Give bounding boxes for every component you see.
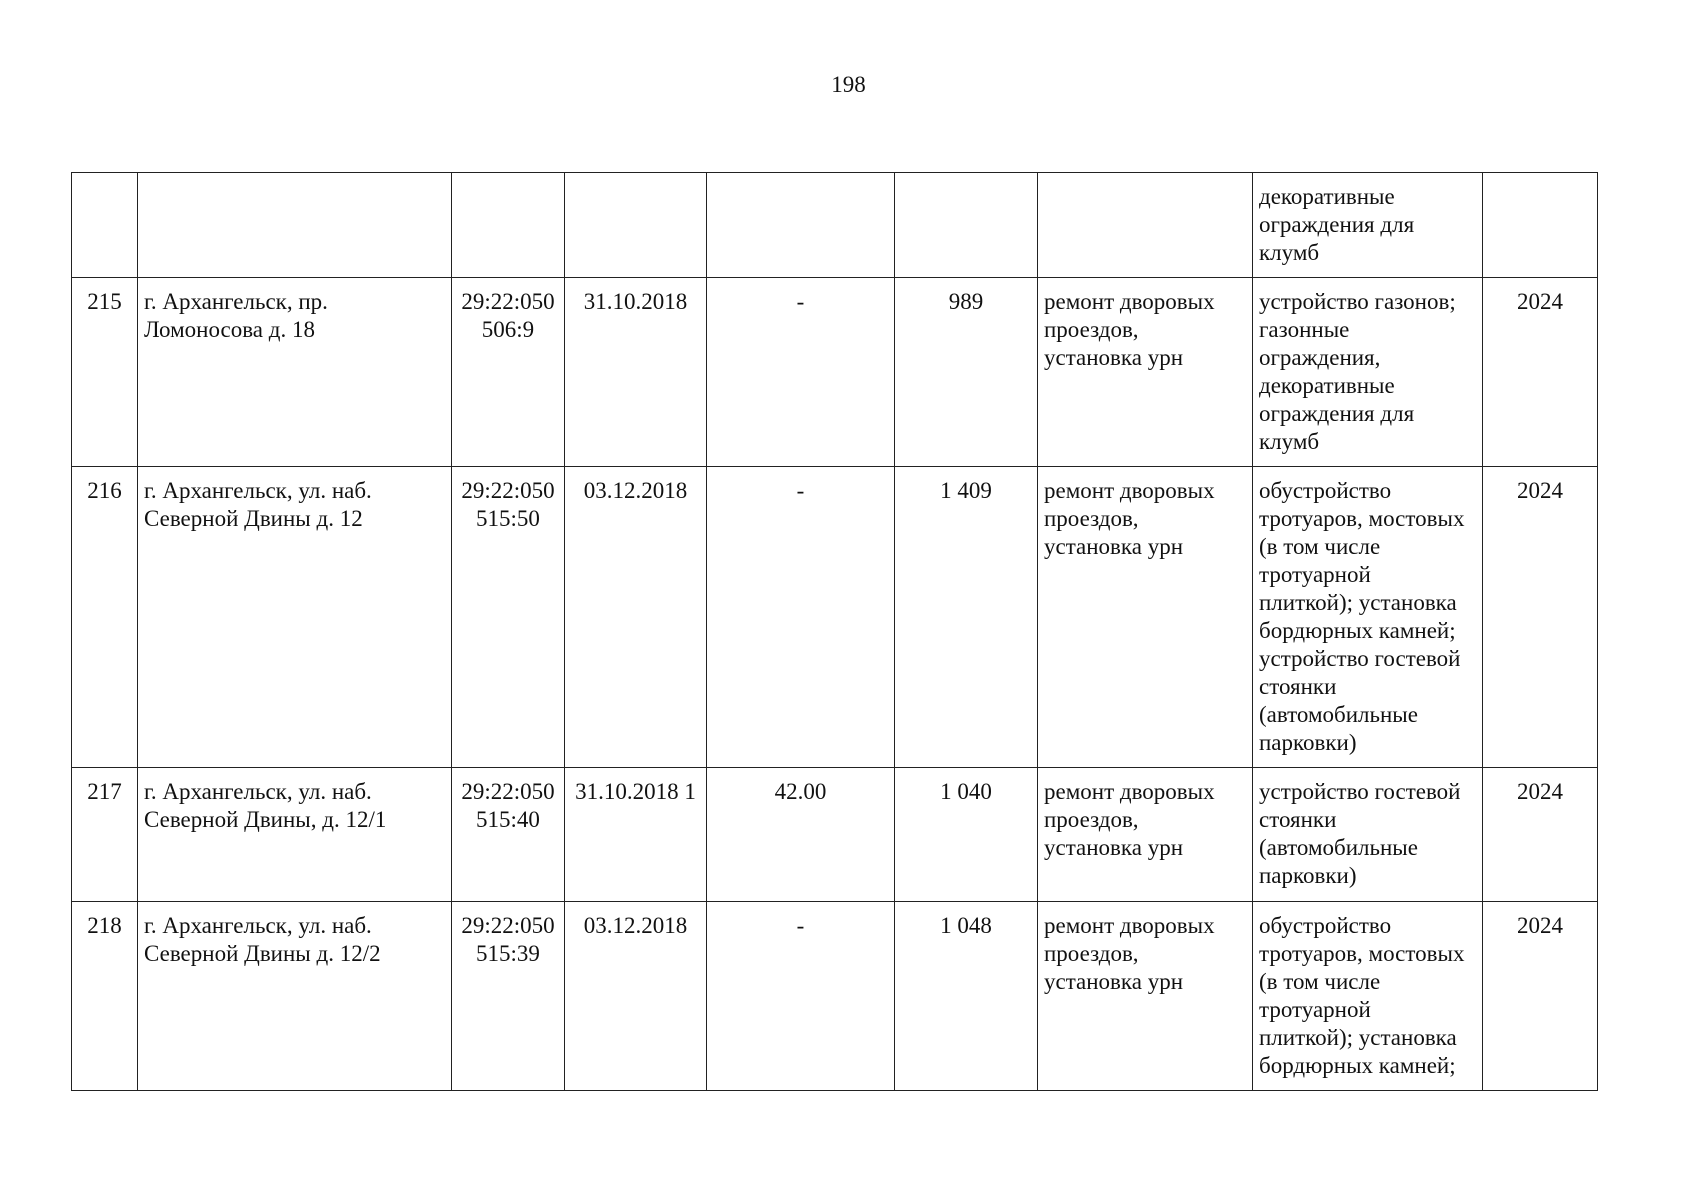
area-cell: - [707,902,895,1091]
additional-works-line: устройство газонов; [1259,289,1456,314]
area-cell: - [707,467,895,768]
date-cell: 31.10.2018 [565,278,707,467]
table-row [72,173,1598,278]
area-cell: - [707,278,895,467]
year-cell: 2024 [1483,768,1598,902]
table-row [72,768,1598,902]
cadastral-line: 506:9 [481,317,535,342]
minimal-works-cell [1038,173,1253,278]
cadastral-cell [452,278,565,467]
minimal-works-line: установка урн [1044,835,1184,860]
minimal-works-line: ремонт дворовых [1044,779,1215,804]
additional-works-line: бордюрных камней; [1259,618,1456,643]
additional-works-line: плиткой); установка [1259,590,1457,615]
additional-works-cell [1253,768,1483,902]
additional-works-line: парковки) [1259,863,1357,888]
table-row [72,278,1598,467]
minimal-works-line: ремонт дворовых [1044,913,1215,938]
additional-works-line: (автомобильные [1259,702,1418,727]
area-cell [707,173,895,278]
cadastral-line: 29:22:050 [461,913,555,938]
additional-works-line: бордюрных камней; [1259,1053,1456,1078]
additional-works-line: декоративные [1259,184,1395,209]
address-cell: г. Архангельск, ул. наб. Северной Двины д. 12/2 [138,902,452,1091]
cadastral-line: 515:40 [476,807,540,832]
additional-works-line: плиткой); установка [1259,1025,1457,1050]
additional-works-line: устройство гостевой [1259,779,1461,804]
year-cell: 2024 [1483,278,1598,467]
minimal-works-line: проездов, [1044,807,1139,832]
minimal-works-line: установка урн [1044,345,1184,370]
additional-works-line: стоянки [1259,674,1337,699]
additional-works-line: тротуаров, мостовых [1259,941,1465,966]
additional-works-cell [1253,467,1483,768]
additional-works-line: ограждения, [1259,345,1381,370]
row-number-cell: 216 [72,467,138,768]
cadastral-cell [452,173,565,278]
additional-works-line: ограждения для [1259,212,1415,237]
date-cell: 31.10.2018 1 [565,768,707,902]
minimal-works-cell [1038,768,1253,902]
date-cell: 03.12.2018 [565,467,707,768]
table-row [72,467,1598,768]
additional-works-line: устройство гостевой [1259,646,1461,671]
cadastral-line: 29:22:050 [461,289,555,314]
cadastral-line: 515:39 [476,941,540,966]
minimal-works-line: проездов, [1044,506,1139,531]
row-number-cell: 217 [72,768,138,902]
value-cell: 1 040 [895,768,1038,902]
year-cell: 2024 [1483,467,1598,768]
minimal-works-line: установка урн [1044,969,1184,994]
date-cell [565,173,707,278]
additional-works-line: обустройство [1259,478,1392,503]
cadastral-cell [452,902,565,1091]
minimal-works-line: установка урн [1044,534,1184,559]
minimal-works-cell [1038,278,1253,467]
value-cell: 989 [895,278,1038,467]
address-cell: г. Архангельск, ул. наб. Северной Двины д. 12 [138,467,452,768]
additional-works-line: декоративные [1259,373,1395,398]
additional-works-line: (в том числе [1259,969,1381,994]
address-cell [138,173,452,278]
year-cell: 2024 [1483,902,1598,1091]
minimal-works-line: проездов, [1044,941,1139,966]
cadastral-cell [452,768,565,902]
value-cell: 1 409 [895,467,1038,768]
minimal-works-cell [1038,467,1253,768]
date-cell: 03.12.2018 [565,902,707,1091]
row-number-cell: 215 [72,278,138,467]
cadastral-line: 29:22:050 [461,779,555,804]
additional-works-line: клумб [1259,429,1320,454]
minimal-works-line: ремонт дворовых [1044,289,1215,314]
additional-works-line: газонные [1259,317,1350,342]
additional-works-line: тротуарной [1259,997,1371,1022]
additional-works-line: ограждения для [1259,401,1415,426]
address-cell: г. Архангельск, ул. наб. Северной Двины, д. 12/1 [138,768,452,902]
row-number-cell: 218 [72,902,138,1091]
table-row [72,902,1598,1091]
cadastral-line: 515:50 [476,506,540,531]
page-number: 198 [831,72,866,97]
year-cell [1483,173,1598,278]
additional-works-line: (в том числе [1259,534,1381,559]
cadastral-line: 29:22:050 [461,478,555,503]
row-number-cell [72,173,138,278]
additional-works-cell [1253,902,1483,1091]
additional-works-line: клумб [1259,240,1320,265]
additional-works-line: (автомобильные [1259,835,1418,860]
minimal-works-line: ремонт дворовых [1044,478,1215,503]
additional-works-line: тротуарной [1259,562,1371,587]
cadastral-cell [452,467,565,768]
minimal-works-cell [1038,902,1253,1091]
additional-works-line: тротуаров, мостовых [1259,506,1465,531]
value-cell: 1 048 [895,902,1038,1091]
area-cell: 42.00 [707,768,895,902]
additional-works-line: стоянки [1259,807,1337,832]
additional-works-cell [1253,173,1483,278]
minimal-works-line: проездов, [1044,317,1139,342]
address-cell: г. Архангельск, пр. Ломоносова д. 18 [138,278,452,467]
additional-works-line: парковки) [1259,730,1357,755]
additional-works-cell [1253,278,1483,467]
additional-works-line: обустройство [1259,913,1392,938]
value-cell [895,173,1038,278]
yards-register-table [71,172,1598,1091]
